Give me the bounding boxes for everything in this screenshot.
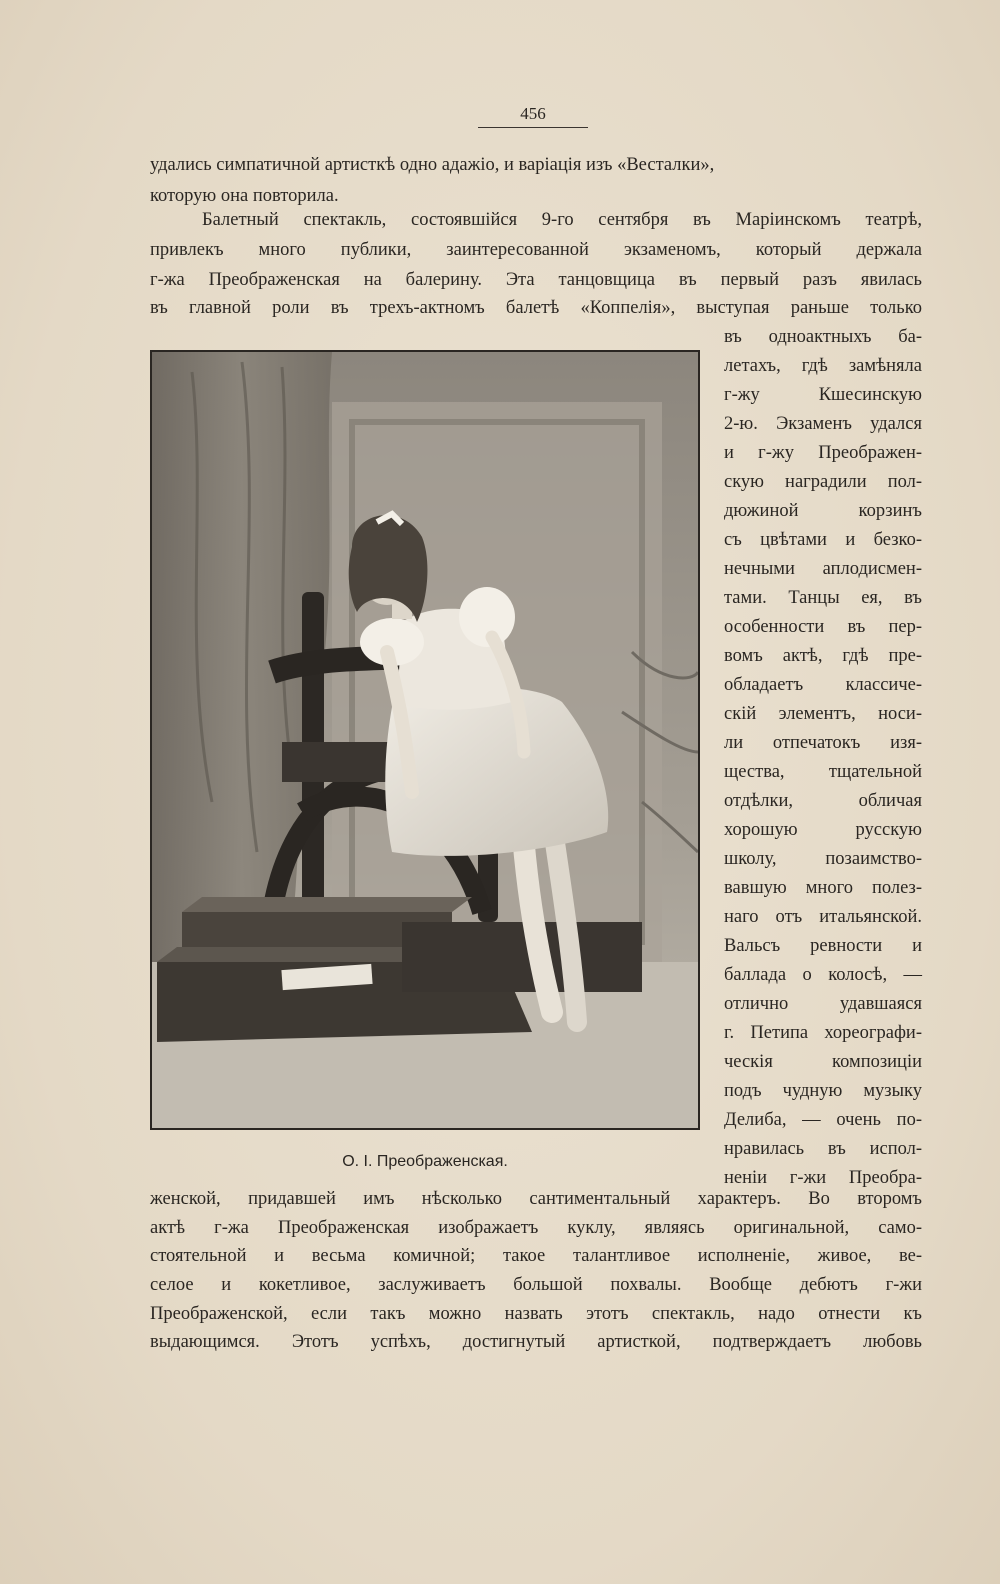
side-text-line: Вальсъ ревности и: [724, 936, 922, 956]
side-text-line: вавшую много полез-: [724, 878, 922, 898]
text-line: г-жа Преображенская на балерину. Эта танцовщица въ первый разъ явилась: [150, 270, 922, 290]
text-line: актѣ г-жа Преображенская изображаетъ куклу, являясь оригинальной, само-: [150, 1218, 922, 1238]
side-text-line: ли отпечатокъ изя-: [724, 733, 922, 753]
text-line: удались симпатичной артисткѣ одно адажіо, и варіація изъ «Весталки»,: [150, 155, 715, 175]
page-number: 456: [478, 104, 588, 128]
side-text-line: особенности въ пер-: [724, 617, 922, 637]
side-text-line: хорошую русскую: [724, 820, 922, 840]
side-text-line: скую наградили пол-: [724, 472, 922, 492]
text-line: женской, придавшей имъ нѣсколько сантиментальный характеръ. Во второмъ: [150, 1189, 922, 1209]
text-line: привлекъ много публики, заинтересованной экзаменомъ, который держала: [150, 240, 922, 260]
side-text-line: и г-жу Преображен-: [724, 443, 922, 463]
text-line: въ главной роли въ трехъ-актномъ балетѣ «Коппелія», выступая раньше только: [150, 298, 922, 318]
side-text-line: 2-ю. Экзаменъ удался: [724, 414, 922, 434]
side-text-line: тами. Танцы ея, въ: [724, 588, 922, 608]
side-text-line: школу, позаимство-: [724, 849, 922, 869]
side-text-line: въ одноактныхъ ба-: [724, 327, 922, 347]
side-text-line: отлично удавшаяся: [724, 994, 922, 1014]
ballerina-photo-illustration: [152, 352, 698, 1128]
side-text-line: г-жу Кшесинскую: [724, 385, 922, 405]
side-text-line: Делиба, — очень по-: [724, 1110, 922, 1130]
side-text-line: неніи г-жи Преобра-: [724, 1168, 922, 1188]
photo-caption: О. І. Преображенская.: [342, 1153, 508, 1170]
text-line: Преображенской, если такъ можно назвать этотъ спектакль, надо отнести къ: [150, 1304, 922, 1324]
side-text-line: нечными аплодисмен-: [724, 559, 922, 579]
text-line: которую она повторила.: [150, 186, 339, 206]
side-text-line: отдѣлки, обличая: [724, 791, 922, 811]
side-text-line: баллада о колосѣ, —: [724, 965, 922, 985]
side-text-line: скій элементъ, носи-: [724, 704, 922, 724]
text-line: Балетный спектакль, состоявшійся 9-го сентября въ Маріинскомъ театрѣ,: [202, 210, 922, 230]
side-text-line: нравилась въ испол-: [724, 1139, 922, 1159]
side-text-line: щества, тщательной: [724, 762, 922, 782]
side-text-line: подъ чудную музыку: [724, 1081, 922, 1101]
side-text-line: ческія композиціи: [724, 1052, 922, 1072]
side-text-line: съ цвѣтами и безко-: [724, 530, 922, 550]
text-line: селое и кокетливое, заслуживаетъ большой похвалы. Вообще дебютъ г-жи: [150, 1275, 922, 1295]
side-text-line: летахъ, гдѣ замѣняла: [724, 356, 922, 376]
side-text-line: дюжиной корзинъ: [724, 501, 922, 521]
side-text-line: вомъ актѣ, гдѣ пре-: [724, 646, 922, 666]
text-line: стоятельной и весьма комичной; такое талантливое исполненіе, живое, ве-: [150, 1246, 922, 1266]
text-line: выдающимся. Этотъ успѣхъ, достигнутый артисткой, подтверждаетъ любовь: [150, 1332, 922, 1352]
side-text-line: обладаетъ классиче-: [724, 675, 922, 695]
side-text-line: г. Петипа хореографи-: [724, 1023, 922, 1043]
side-text-line: наго отъ итальянской.: [724, 907, 922, 927]
portrait-photograph: [150, 350, 700, 1130]
